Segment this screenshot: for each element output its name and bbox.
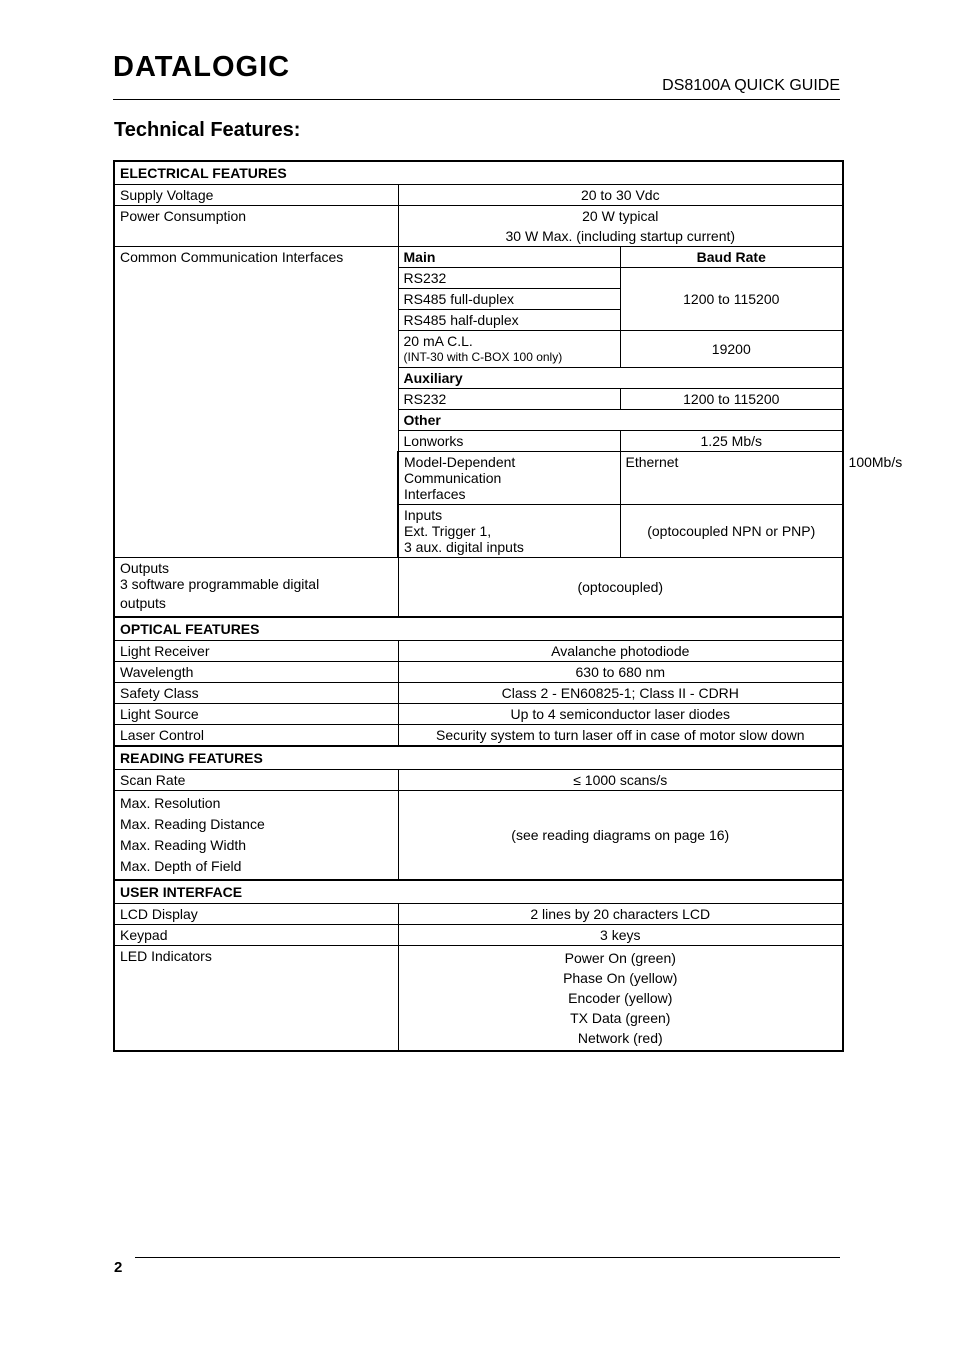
row-label: Wavelength <box>114 662 398 683</box>
reading-label: Max. Reading Distance <box>120 816 265 832</box>
section-heading-user-interface: USER INTERFACE <box>114 880 843 904</box>
section-heading-electrical: ELECTRICAL FEATURES <box>114 161 843 185</box>
table-row <box>114 185 843 206</box>
datalogic-logo: DATALOGIC <box>113 51 291 83</box>
row-value: Up to 4 semiconductor laser diodes <box>398 704 843 725</box>
table-row <box>114 558 843 618</box>
comm-interface: Ethernet <box>620 452 843 505</box>
table-row <box>114 206 843 247</box>
comm-aux-header: Auxiliary <box>398 368 843 389</box>
comm-baud-value: 1200 to 115200 <box>620 389 843 410</box>
table-row <box>114 683 843 704</box>
table-row <box>114 704 843 725</box>
row-label: Safety Class <box>114 683 398 704</box>
model-dep-label-2: Interfaces <box>404 486 466 502</box>
row-label <box>398 452 620 505</box>
row-label <box>114 558 398 618</box>
led-indicator: Network (red) <box>577 1030 663 1046</box>
row-label: Light Source <box>114 704 398 725</box>
section-row-reading <box>114 746 843 770</box>
technical-features-table <box>113 160 903 1052</box>
table-row <box>114 791 843 881</box>
reading-label: Max. Resolution <box>120 795 221 811</box>
table-row <box>114 247 843 268</box>
section-heading: Technical Features: <box>114 119 301 141</box>
comm-interface: RS485 full-duplex <box>398 289 620 310</box>
comm-other-header: Other <box>398 410 843 431</box>
row-label: Common Communication Interfaces <box>114 247 398 558</box>
power-max: 30 W Max. (including startup current) <box>505 228 736 244</box>
comm-interface: RS485 half-duplex <box>398 310 620 331</box>
row-value: ≤ 1000 scans/s <box>398 770 843 791</box>
inputs-label-3: 3 aux. digital inputs <box>404 539 524 555</box>
row-value: 2 lines by 20 characters LCD <box>398 904 843 925</box>
comm-interface <box>398 331 620 368</box>
row-label: Laser Control <box>114 725 398 747</box>
row-value: Security system to turn laser off in case of motor slow down <box>398 725 843 747</box>
comm-baud-value: 1200 to 115200 <box>620 268 843 331</box>
comm-baud-value: 1.25 Mb/s <box>620 431 843 452</box>
led-indicator: Phase On (yellow) <box>563 970 678 986</box>
comm-baud-header: Baud Rate <box>620 247 843 268</box>
row-value: Class 2 - EN60825-1; Class II - CDRH <box>398 683 843 704</box>
outputs-label-3: outputs <box>120 595 166 611</box>
row-label <box>114 791 398 881</box>
header-divider <box>113 99 840 100</box>
row-value: (optocoupled NPN or PNP) <box>620 505 843 558</box>
row-value <box>398 946 843 1052</box>
row-label: Supply Voltage <box>114 185 398 206</box>
section-row-optical <box>114 617 843 641</box>
comm-baud-value: 19200 <box>620 331 843 368</box>
table-row <box>114 904 843 925</box>
table-row: Model-Dependent Communication Interfaces Ethernet 100Mb/s <box>114 452 843 505</box>
comm-interface: RS232 <box>398 389 620 410</box>
section-heading-reading: READING FEATURES <box>114 746 843 770</box>
outputs-label-1: Outputs <box>120 560 170 576</box>
row-value: 3 keys <box>398 925 843 946</box>
reading-label: Max. Depth of Field <box>120 858 242 874</box>
comm-cl-note: (INT-30 with C-BOX 100 only) <box>403 350 563 364</box>
led-indicator: Encoder (yellow) <box>568 990 673 1006</box>
row-value: 20 to 30 Vdc <box>398 185 843 206</box>
comm-cl: 20 mA C.L. <box>403 333 473 349</box>
row-value: 630 to 680 nm <box>398 662 843 683</box>
row-value: (see reading diagrams on page 16) <box>398 791 843 881</box>
row-label: Light Receiver <box>114 641 398 662</box>
comm-interface: RS232 <box>398 268 620 289</box>
table-row <box>114 770 843 791</box>
section-row-user-interface <box>114 880 843 904</box>
table-row <box>114 946 843 1052</box>
row-label: Scan Rate <box>114 770 398 791</box>
inputs-label-1: Inputs <box>404 507 443 523</box>
table-row <box>114 641 843 662</box>
reading-label: Max. Reading Width <box>120 837 247 853</box>
comm-interface: Lonworks <box>398 431 620 452</box>
document-title: DS8100A QUICK GUIDE <box>662 77 840 94</box>
row-label <box>398 505 620 558</box>
row-label: LED Indicators <box>114 946 398 1052</box>
footer-divider <box>135 1257 840 1258</box>
led-indicator: Power On (green) <box>564 950 676 966</box>
row-value <box>398 206 843 247</box>
row-value: (optocoupled) <box>398 558 843 618</box>
inputs-label-2: Ext. Trigger 1, <box>404 523 492 539</box>
led-indicator: TX Data (green) <box>570 1010 671 1026</box>
section-heading-optical: OPTICAL FEATURES <box>114 617 843 641</box>
table-row <box>114 925 843 946</box>
model-dep-label-1: Model-Dependent Communication <box>404 454 516 486</box>
table-row <box>114 725 843 747</box>
row-label: Keypad <box>114 925 398 946</box>
power-typical: 20 W typical <box>582 208 659 224</box>
table-row <box>114 662 843 683</box>
comm-main-header: Main <box>398 247 620 268</box>
row-label: Power Consumption <box>114 206 398 247</box>
page-number: 2 <box>114 1259 123 1276</box>
row-value: Avalanche photodiode <box>398 641 843 662</box>
section-row-electrical <box>114 161 843 185</box>
outputs-label-2: 3 software programmable digital <box>120 576 320 592</box>
row-label: LCD Display <box>114 904 398 925</box>
